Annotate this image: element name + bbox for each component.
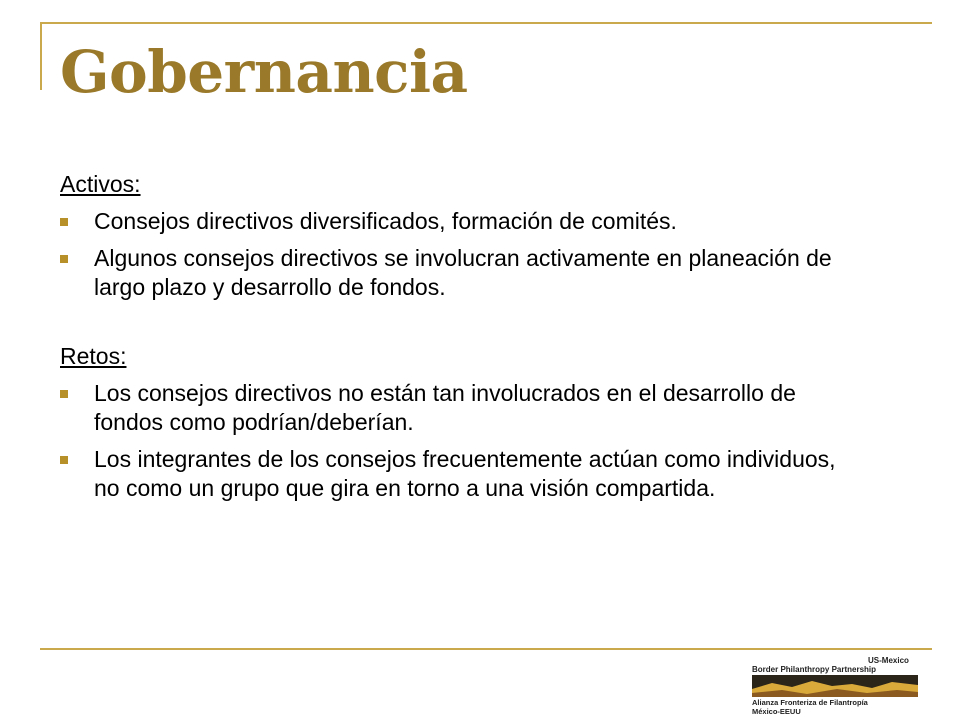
list-item: [60, 445, 850, 503]
frame-top-line: [40, 22, 932, 24]
square-bullet-icon: [60, 255, 68, 263]
section-heading-retos: Retos:: [60, 343, 127, 369]
list-item: [60, 207, 850, 236]
list-item-text: Los integrantes de los consejos frecuentemente actúan como individuos, no como un grupo que gira en torno a una visión compartida.: [94, 446, 836, 501]
logo-landscape-icon: [752, 675, 918, 697]
frame-left-line: [40, 22, 42, 90]
retos-list: [60, 379, 850, 503]
logo-text-line3: Alianza Fronteriza de Filantropía: [752, 698, 868, 707]
slide-content: [60, 170, 850, 511]
organization-logo: [750, 656, 920, 716]
slide-title: Gobernancia: [60, 38, 468, 106]
logo-text-line2: Border Philanthropy Partnership: [752, 665, 877, 674]
square-bullet-icon: [60, 456, 68, 464]
list-item-text: Algunos consejos directivos se involucran activamente en planeación de largo plazo y desarrollo de fondos.: [94, 245, 832, 300]
list-item: [60, 379, 850, 437]
list-item-text: Los consejos directivos no están tan involucrados en el desarrollo de fondos como podrían/deberían.: [94, 380, 796, 435]
activos-list: [60, 207, 850, 302]
logo-text-line4: México-EEUU: [752, 707, 801, 716]
list-item: [60, 244, 850, 302]
frame-bottom-line: [40, 648, 932, 650]
section-heading-activos: Activos:: [60, 171, 141, 197]
logo-text-line1: US-Mexico: [868, 656, 909, 665]
list-item-text: Consejos directivos diversificados, formación de comités.: [94, 208, 677, 234]
square-bullet-icon: [60, 390, 68, 398]
square-bullet-icon: [60, 218, 68, 226]
